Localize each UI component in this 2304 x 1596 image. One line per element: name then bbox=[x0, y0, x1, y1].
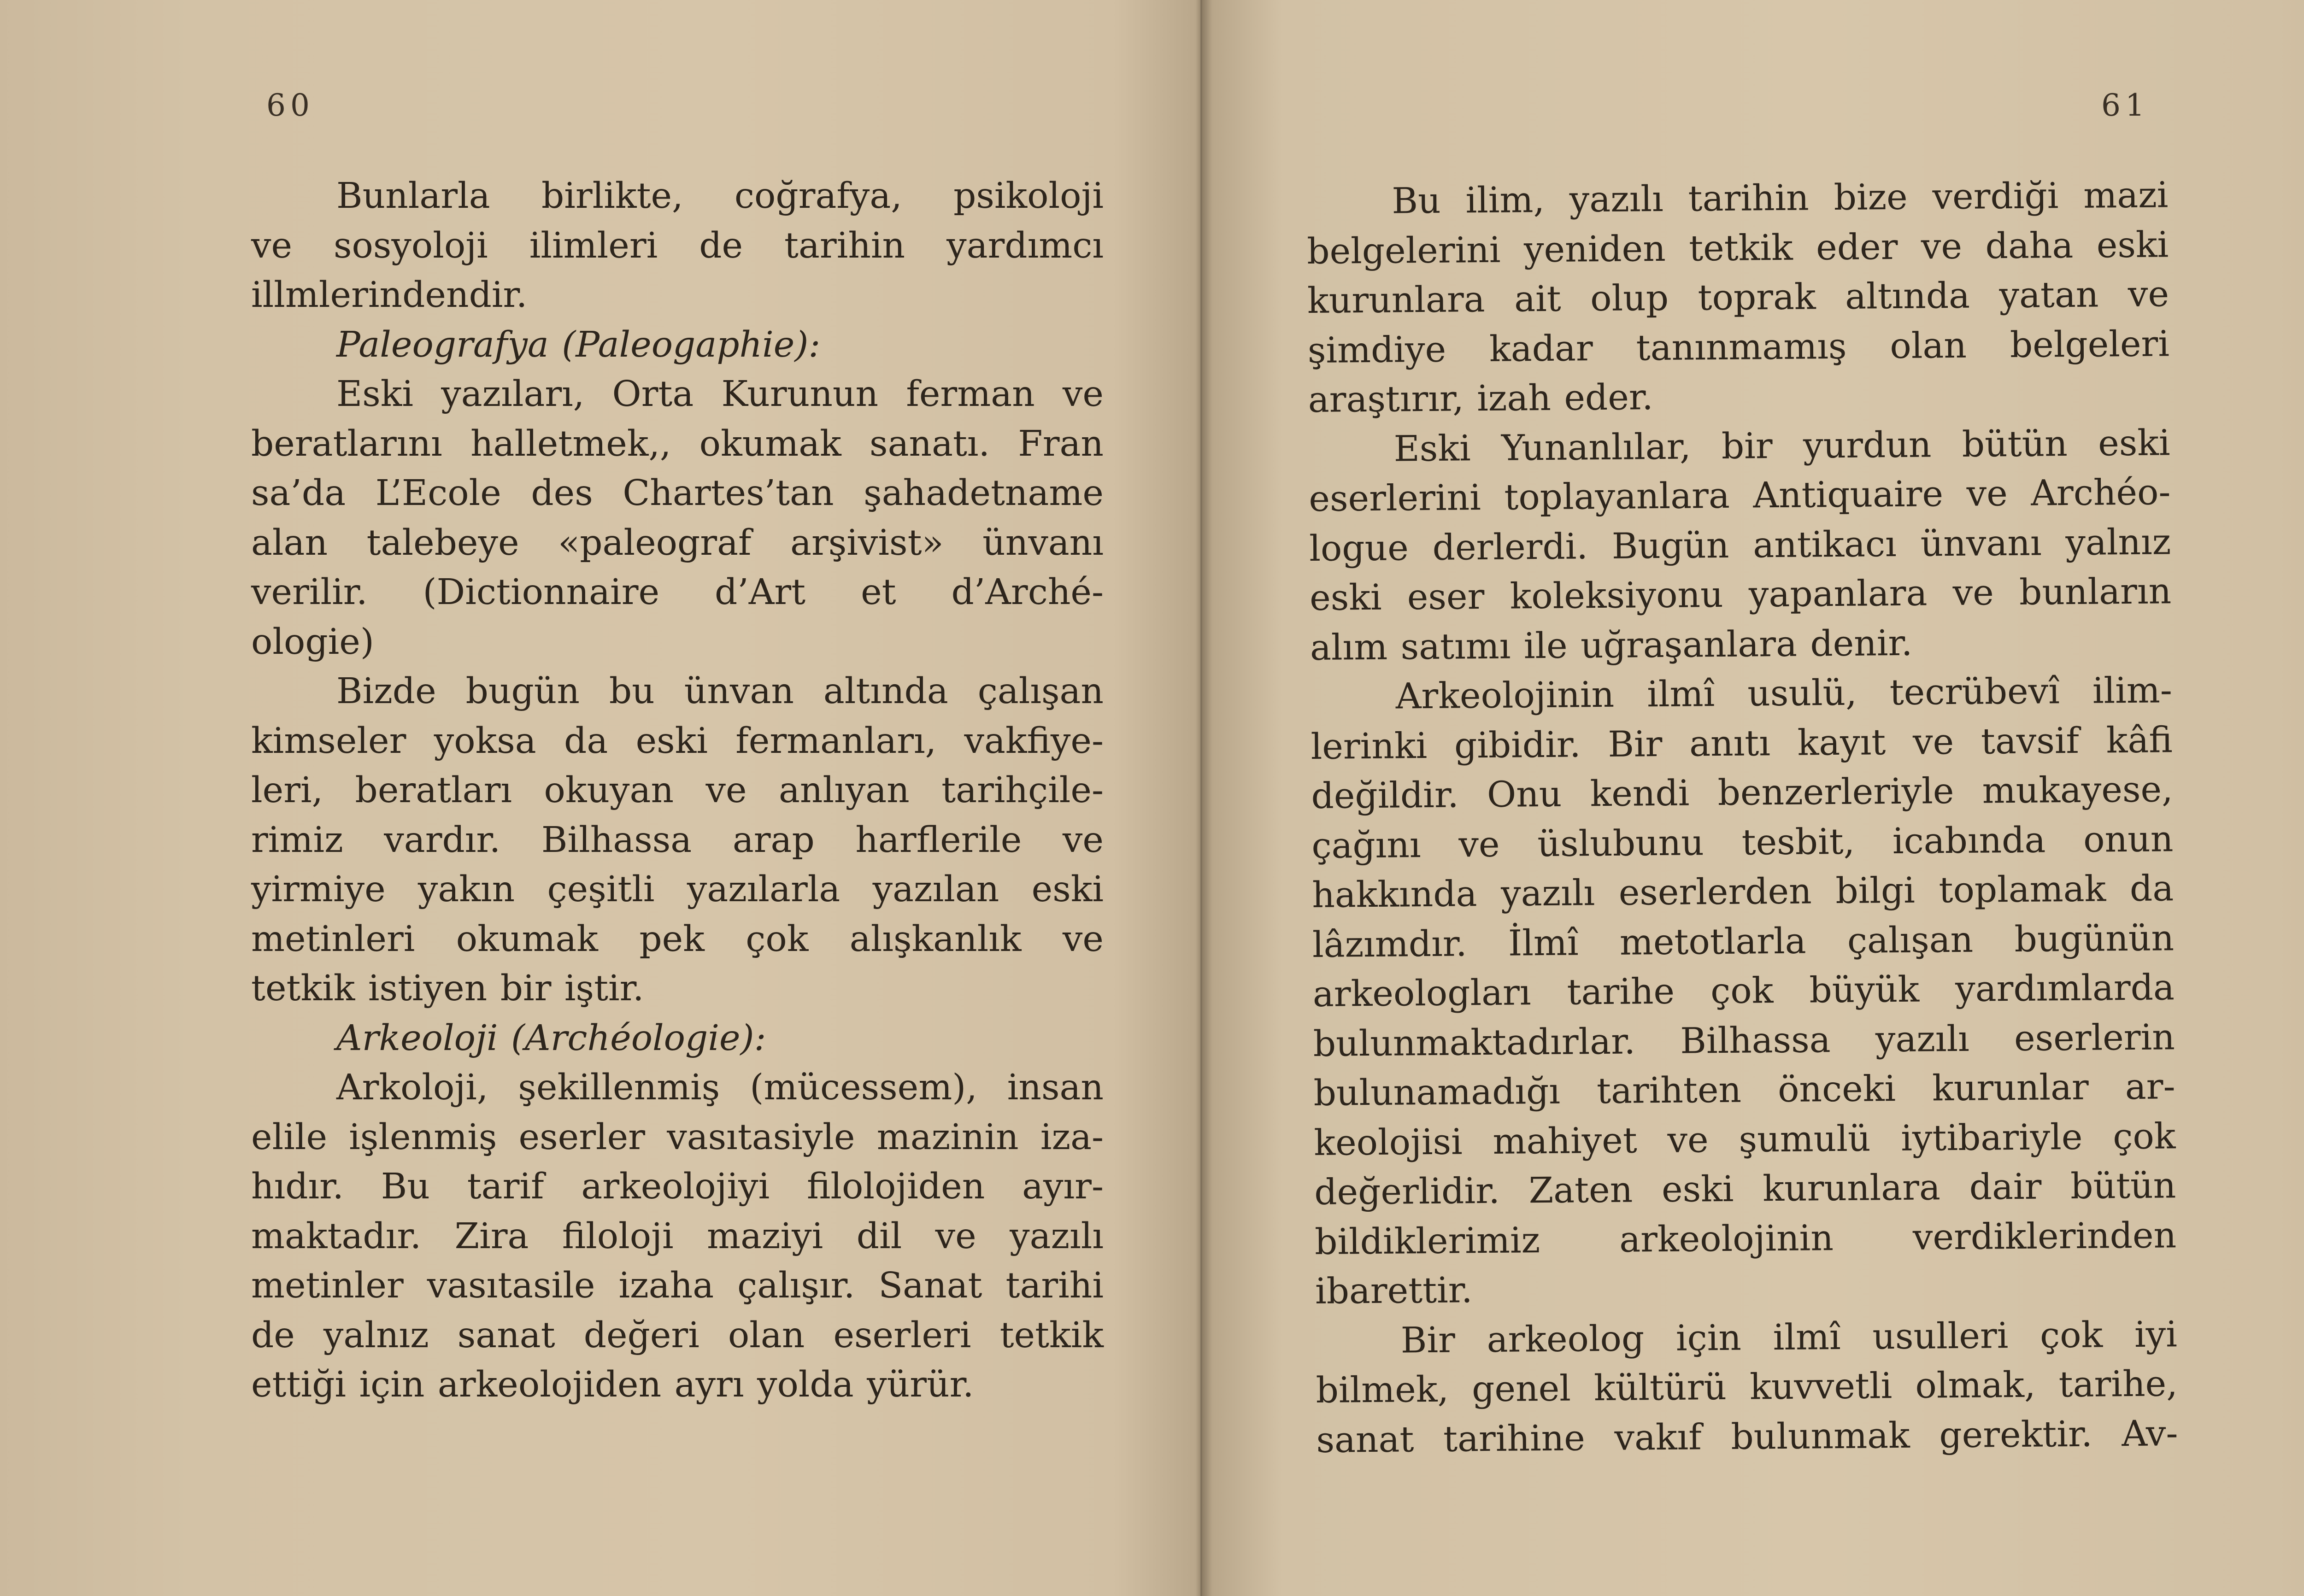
text-line: Eski yazıları, Orta Kurunun ferman ve bbox=[336, 374, 1104, 415]
right-page bbox=[1207, 0, 2304, 1596]
text-line: bildiklerimiz arkeolojinin verdiklerinden bbox=[1314, 1215, 2177, 1263]
text-line: ettiği için arkeolojiden ayrı yolda yürür. bbox=[251, 1364, 974, 1405]
text-line: ibarettir. bbox=[1315, 1270, 1473, 1312]
text-line: tetkik istiyen bir iştir. bbox=[251, 968, 644, 1009]
text-line: Arkoloji, şekillenmiş (mücessem), insan bbox=[336, 1067, 1104, 1108]
text-line: Eski Yunanlılar, bir yurdun bütün eski bbox=[1393, 422, 2170, 470]
text-line: metinleri okumak pek çok alışkanlık ve bbox=[251, 918, 1104, 960]
text-line: Arkeoloji (Archéologie): bbox=[336, 1017, 766, 1059]
text-line: Bu ilim, yazılı tarihin bize verdiği mazi bbox=[1392, 175, 2169, 222]
text-line: lâzımdır. İlmî metotlarla çalışan bugünün bbox=[1312, 917, 2175, 966]
text-line: alım satımı ile uğraşanlara denir. bbox=[1310, 622, 1913, 669]
right-page-text bbox=[1306, 170, 2178, 1465]
text-line: eski eser koleksiyonu yapanlara ve bunların bbox=[1309, 571, 2172, 619]
text-line: de yalnız sanat değeri olan eserleri tetkik bbox=[251, 1314, 1104, 1356]
text-line: hakkında yazılı eserlerden bilgi toplamak da bbox=[1311, 868, 2174, 916]
text-line: sa’da L’Ecole des Chartes’tan şahadetname bbox=[251, 473, 1104, 514]
text-line: Bir arkeolog için ilmî usulleri çok iyi bbox=[1400, 1314, 2178, 1361]
text-line: ve sosyoloji ilimleri de tarihin yardımcı bbox=[251, 225, 1104, 266]
text-line: sanat tarihine vakıf bulunmak gerektir. Av- bbox=[1316, 1413, 2178, 1461]
text-line: değildir. Onu kendi benzerleriyle mukayese, bbox=[1311, 769, 2173, 817]
text-line: Bizde bugün bu ünvan altında çalışan bbox=[336, 671, 1104, 712]
text-line: keolojisi mahiyet ve şumulü iytibariyle çok bbox=[1314, 1115, 2176, 1164]
page-number-right: 61 bbox=[2101, 88, 2149, 123]
text-line: bulunamadığı tarihten önceki kurunlar ar- bbox=[1313, 1066, 2175, 1114]
left-page-text bbox=[251, 171, 1104, 1410]
text-line: arkeologları tarihe çok büyük yardımlarda bbox=[1312, 967, 2175, 1015]
text-line: yirmiye yakın çeşitli yazılarla yazılan eski bbox=[251, 869, 1104, 910]
text-line: beratlarını halletmek,, okumak sanatı. Fran bbox=[251, 423, 1104, 464]
text-line: Bunlarla birlikte, coğrafya, psikoloji bbox=[336, 176, 1104, 217]
text-line: illmlerindendir. bbox=[251, 275, 528, 316]
text-line: bilmek, genel kültürü kuvvetli olmak, tarihe, bbox=[1316, 1363, 2178, 1411]
text-line: Paleografya (Paleogaphie): bbox=[336, 324, 821, 365]
page-number-left: 60 bbox=[266, 88, 314, 123]
text-line: hıdır. Bu tarif arkeolojiyi filolojiden ayır- bbox=[251, 1166, 1104, 1207]
text-line: maktadır. Zira filoloji maziyi dil ve yazılı bbox=[251, 1215, 1104, 1257]
text-line: şimdiye kadar tanınmamış olan belgeleri bbox=[1307, 323, 2170, 371]
text-line: logue derlerdi. Bugün antikacı ünvanı yalnız bbox=[1309, 521, 2171, 569]
text-line: rimiz vardır. Bilhassa arap harflerile ve bbox=[251, 819, 1104, 861]
text-line: belgelerini yeniden tetkik eder ve daha eski bbox=[1306, 224, 2169, 272]
text-line: eserlerini toplayanlara Antiquaire ve Archéo- bbox=[1309, 472, 2171, 520]
text-line: metinler vasıtasile izaha çalışır. Sanat tarihi bbox=[251, 1265, 1104, 1306]
text-line: kimseler yoksa da eski fermanları, vakfiye- bbox=[251, 720, 1104, 762]
text-line: lerinki gibidir. Bir anıtı kayıt ve tavsif kâfi bbox=[1311, 719, 2173, 768]
text-line: elile işlenmiş eserler vasıtasiyle mazinin iza- bbox=[251, 1116, 1104, 1158]
text-line: araştırır, izah eder. bbox=[1308, 377, 1653, 421]
text-line: leri, beratları okuyan ve anlıyan tarihçile- bbox=[251, 770, 1104, 811]
text-line: ologie) bbox=[251, 621, 374, 663]
text-line: alan talebeye «paleograf arşivist» ünvanı bbox=[251, 522, 1104, 563]
text-line: bulunmaktadırlar. Bilhassa yazılı eserlerin bbox=[1313, 1016, 2175, 1065]
text-line: verilir. (Dictionnaire d’Art et d’Arché- bbox=[251, 572, 1104, 613]
text-line: çağını ve üslubunu tesbit, icabında onun bbox=[1311, 818, 2174, 867]
text-line: kurunlara ait olup toprak altında yatan ve bbox=[1307, 274, 2169, 322]
text-line: Arkeolojinin ilmî usulü, tecrübevî ilim- bbox=[1395, 670, 2173, 717]
text-line: değerlidir. Zaten eski kurunlara dair bütün bbox=[1314, 1165, 2176, 1213]
